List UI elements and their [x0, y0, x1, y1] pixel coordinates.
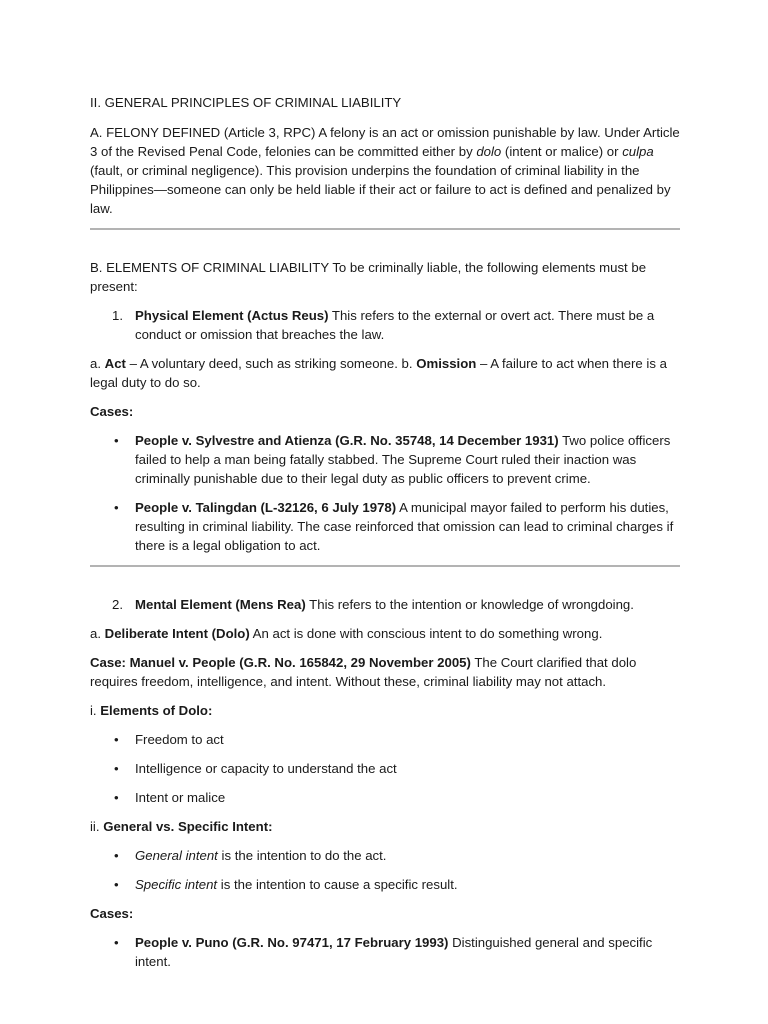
- specific-intent-term: Specific intent: [135, 877, 218, 892]
- item-number: 1.: [112, 308, 123, 323]
- horizontal-divider: [90, 228, 680, 230]
- document-body: [90, 93, 680, 981]
- act-omission-paragraph: a. Act – A voluntary deed, such as striking someone. b. Omission – A failure to act when there is a legal duty to do so.: [90, 356, 667, 390]
- numbered-item-mental: 2. Mental Element (Mens Rea) This refers to the intention or knowledge of wrongdoing.: [112, 597, 634, 612]
- mental-element-title: Mental Element (Mens Rea): [135, 597, 306, 612]
- bullet-icon: •: [114, 433, 119, 448]
- elements-of-dolo-heading: i. Elements of Dolo:: [90, 703, 213, 718]
- manuel-case-paragraph: Case: Manuel v. People (G.R. No. 165842, 29 November 2005) The Court clarified that dolo requires freedom, intelligence, and intent. Without these, criminal liability may not attach.: [90, 655, 637, 689]
- case-label: Case: Manuel v. People (G.R. No. 165842, 29 November 2005): [90, 655, 471, 670]
- bullet-icon: •: [114, 935, 119, 950]
- physical-element-title: Physical Element (Actus Reus): [135, 308, 329, 323]
- felony-paragraph: A. FELONY DEFINED (Article 3, RPC) A felony is an act or omission punishable by law. Under Article 3 of the Revised Penal Code, felonies can be committed either by dolo (intent or malice) or culpa (fault, or criminal negligence). This provision underpins the foundation of criminal liability in the Philippines—someone can only be held liable if their act or failure to act is defined and penalized by law.: [90, 125, 680, 216]
- dolo-term: dolo: [476, 144, 502, 159]
- cases-label: Cases:: [90, 404, 134, 419]
- item-number: 2.: [112, 597, 123, 612]
- bullet-icon: •: [114, 500, 119, 515]
- general-intent-term: General intent: [135, 848, 218, 863]
- dolo-paragraph: a. Deliberate Intent (Dolo) An act is done with conscious intent to do something wrong.: [90, 626, 603, 641]
- bullet-icon: •: [114, 732, 119, 747]
- case-item-puno: • People v. Puno (G.R. No. 97471, 17 February 1993) Distinguished general and specific intent.: [114, 935, 653, 969]
- act-label: Act: [104, 356, 126, 371]
- case-title: People v. Talingdan (L-32126, 6 July 1978): [135, 500, 397, 515]
- numbered-item-physical: 1. Physical Element (Actus Reus) This refers to the external or overt act. There must be a conduct or omission that breaches the law.: [112, 308, 655, 342]
- bullet-icon: •: [114, 761, 119, 776]
- section-title: II. GENERAL PRINCIPLES OF CRIMINAL LIABILITY: [90, 95, 402, 110]
- case-title: People v. Puno (G.R. No. 97471, 17 February 1993): [135, 935, 449, 950]
- felony-heading: A. FELONY DEFINED (Article 3, RPC): [90, 125, 316, 140]
- bullet-icon: •: [114, 877, 119, 892]
- list-item: • Intent or malice: [114, 790, 226, 805]
- horizontal-divider: [90, 565, 680, 567]
- culpa-term: culpa: [622, 144, 654, 159]
- dolo-label: Deliberate Intent (Dolo): [104, 626, 250, 641]
- cases-label: Cases:: [90, 906, 134, 921]
- case-item-sylvestre: • People v. Sylvestre and Atienza (G.R. No. 35748, 14 December 1931) Two police officers failed to help a man being fatally stabbed. The Supreme Court ruled their inaction was criminally punishable due to their legal duty as public officers to prevent crime.: [114, 433, 671, 486]
- bullet-icon: •: [114, 790, 119, 805]
- elements-heading: B. ELEMENTS OF CRIMINAL LIABILITY: [90, 260, 329, 275]
- list-item: • Intelligence or capacity to understand the act: [114, 761, 397, 776]
- elements-paragraph: B. ELEMENTS OF CRIMINAL LIABILITY To be criminally liable, the following elements must be present:: [90, 260, 647, 294]
- omission-label: Omission: [416, 356, 477, 371]
- intent-heading: ii. General vs. Specific Intent:: [90, 819, 273, 834]
- list-item: • Freedom to act: [114, 732, 224, 747]
- list-item: • General intent is the intention to do the act.: [114, 848, 387, 863]
- case-item-talingdan: • People v. Talingdan (L-32126, 6 July 1978) A municipal mayor failed to perform his duties, resulting in criminal liability. The case reinforced that omission can lead to criminal charges if there is a legal obligation to act.: [114, 500, 674, 553]
- bullet-icon: •: [114, 848, 119, 863]
- case-title: People v. Sylvestre and Atienza (G.R. No. 35748, 14 December 1931): [135, 433, 559, 448]
- list-item: • Specific intent is the intention to cause a specific result.: [114, 877, 458, 892]
